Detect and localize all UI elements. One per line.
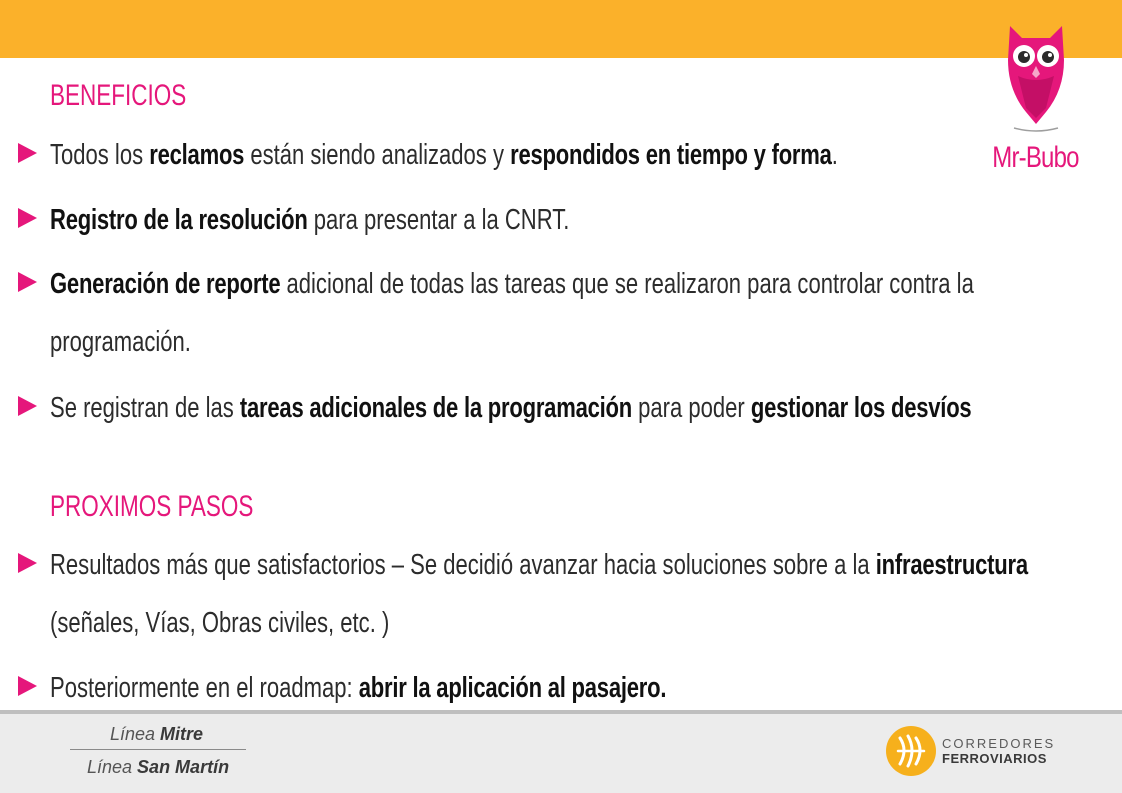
- bullet-arrow-icon: [18, 208, 37, 228]
- bullet-arrow-icon: [18, 676, 37, 696]
- benefits-heading: BENEFICIOS: [50, 79, 187, 112]
- linea-san-martin-label: Línea San Martín: [87, 757, 230, 777]
- bullet-text-continuation: programación.: [50, 326, 191, 358]
- bullet-text: Se registran de las tareas adicionales de la programación para poder gestionar los desvíos: [50, 392, 972, 424]
- ferroviarios-label: FERROVIARIOS: [942, 751, 1047, 766]
- bullet-arrow-icon: [18, 396, 37, 416]
- corredores-ferroviarios-logo-icon: [886, 726, 936, 776]
- bullet-text: Todos los reclamos están siendo analizados y respondidos en tiempo y forma.: [50, 139, 838, 171]
- bullet-text-continuation: (señales, Vías, Obras civiles, etc. ): [50, 607, 390, 639]
- linea-mitre-label: Línea Mitre: [110, 724, 204, 744]
- footer-logo-divider: [70, 749, 246, 750]
- bullet-text: Posteriormente en el roadmap: abrir la aplicación al pasajero.: [50, 672, 667, 704]
- bullet-arrow-icon: [18, 143, 37, 163]
- bullet-text: Generación de reporte adicional de todas las tareas que se realizaron para controlar contra la: [50, 268, 974, 300]
- logo-text: Mr-Bubo: [992, 141, 1079, 174]
- bullet-arrow-icon: [18, 272, 37, 292]
- corredores-label: CORREDORES: [942, 736, 1056, 751]
- bullet-arrow-icon: [18, 553, 37, 573]
- bullet-text: Registro de la resolución para presentar a la CNRT.: [50, 204, 570, 236]
- next-steps-heading: PROXIMOS PASOS: [50, 490, 254, 523]
- bullet-text: Resultados más que satisfactorios – Se decidió avanzar hacia soluciones sobre a la infraestructura: [50, 549, 1028, 581]
